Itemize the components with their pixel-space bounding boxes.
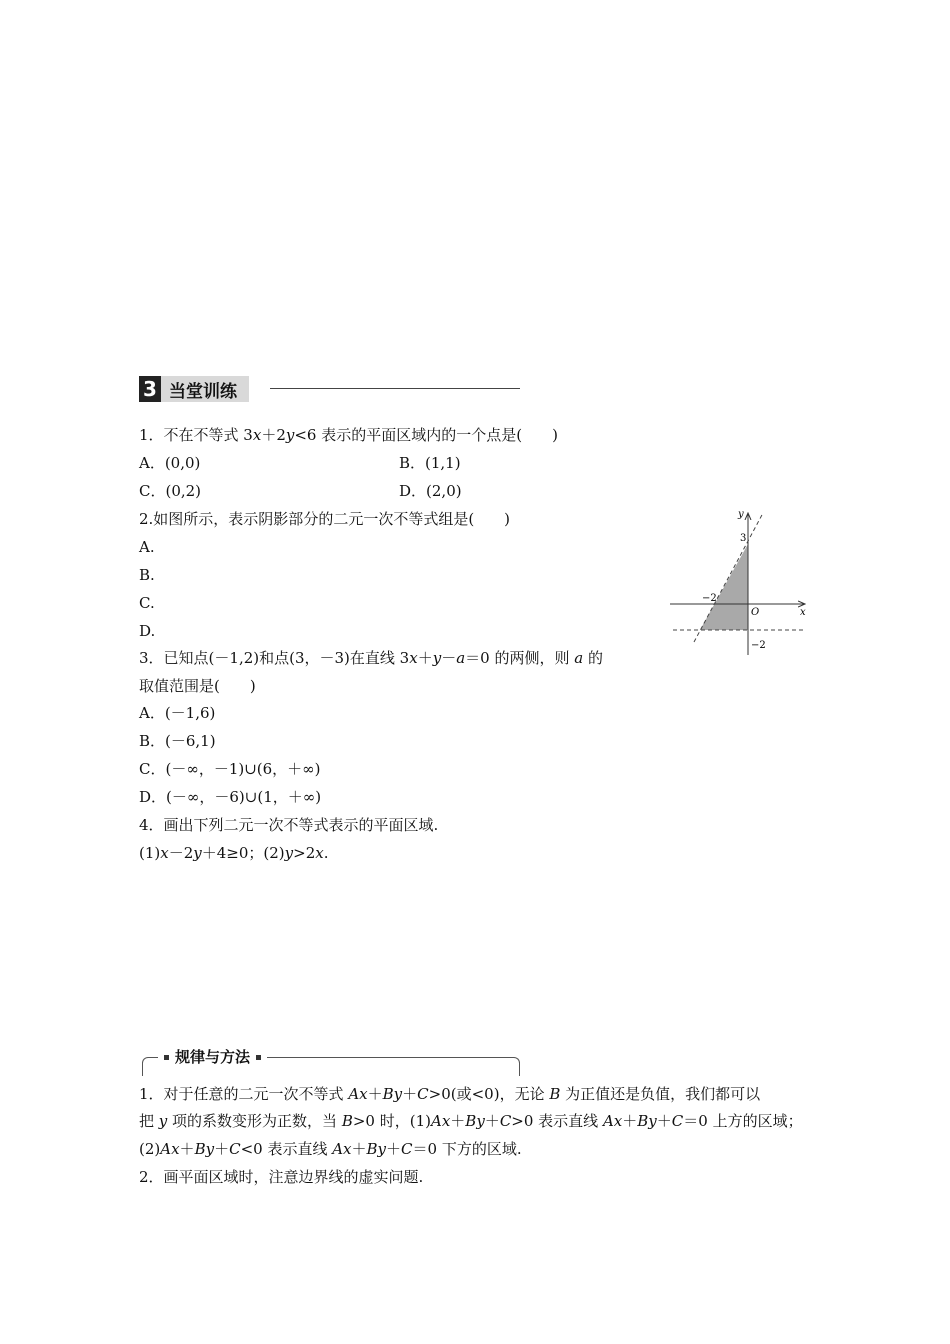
q2-option-d: D. (139, 622, 156, 640)
q1-option-d: D．(2,0) (399, 482, 462, 500)
section-header (139, 376, 249, 402)
section-title: 当堂训练 (161, 376, 249, 402)
y-axis-label: y (738, 509, 744, 520)
q3-stem-line2: 取值范围是( ) (139, 677, 256, 695)
q1-option-c: C．(0,2) (139, 482, 202, 500)
y-neg-label: −2 (751, 640, 766, 651)
methods-line-1: 1．对于任意的二元一次不等式 Ax＋By＋C>0(或<0)，无论 B 为正值还是负值，我们都可以 (139, 1085, 761, 1103)
q3-option-b: B．(－6,1) (139, 732, 216, 750)
q1-option-b: B．(1,1) (399, 454, 461, 472)
square-bullet-icon (256, 1055, 261, 1060)
methods-line-4: 2．画平面区域时，注意边界线的虚实问题. (139, 1168, 424, 1186)
q3-option-c: C．(－∞，－1)∪(6，＋∞) (139, 760, 321, 778)
methods-title: 规律与方法 (158, 1046, 267, 1068)
q4-parts: (1)x－2y＋4≥0；(2)y>2x. (139, 844, 329, 862)
q2-option-c: C. (139, 594, 155, 612)
q3-stem-line1: 3．已知点(－1,2)和点(3，－3)在直线 3x＋y－a＝0 的两侧，则 a 的 (139, 649, 603, 667)
y-intercept-label: 3 (740, 533, 747, 544)
methods-line-3: (2)Ax＋By＋C<0 表示直线 Ax＋By＋C＝0 下方的区域. (139, 1140, 522, 1158)
q2-stem: 2.如图所示，表示阴影部分的二元一次不等式组是( ) (139, 510, 511, 528)
q3-option-a: A．(－1,6) (139, 704, 216, 722)
q1-option-a: A．(0,0) (139, 454, 201, 472)
methods-line-2: 把 y 项的系数变形为正数，当 B>0 时，(1)Ax＋By＋C>0 表示直线 Ax＋By＋C＝0 上方的区域； (139, 1112, 803, 1130)
q3-option-d: D．(－∞，－6)∪(1，＋∞) (139, 788, 322, 806)
q2-region-graph (665, 505, 815, 660)
section-divider (270, 388, 520, 389)
q2-option-a: A. (139, 538, 155, 556)
square-bullet-icon (164, 1055, 169, 1060)
x-intercept-label: −2 (702, 593, 717, 604)
q4-stem: 4．画出下列二元一次不等式表示的平面区域. (139, 816, 439, 834)
origin-label: O (751, 607, 760, 618)
x-axis-label: x (800, 607, 806, 618)
q2-option-b: B. (139, 566, 155, 584)
section-number: 3 (139, 376, 161, 402)
q1-stem: 1．不在不等式 3x＋2y<6 表示的平面区域内的一个点是( ) (139, 426, 558, 444)
